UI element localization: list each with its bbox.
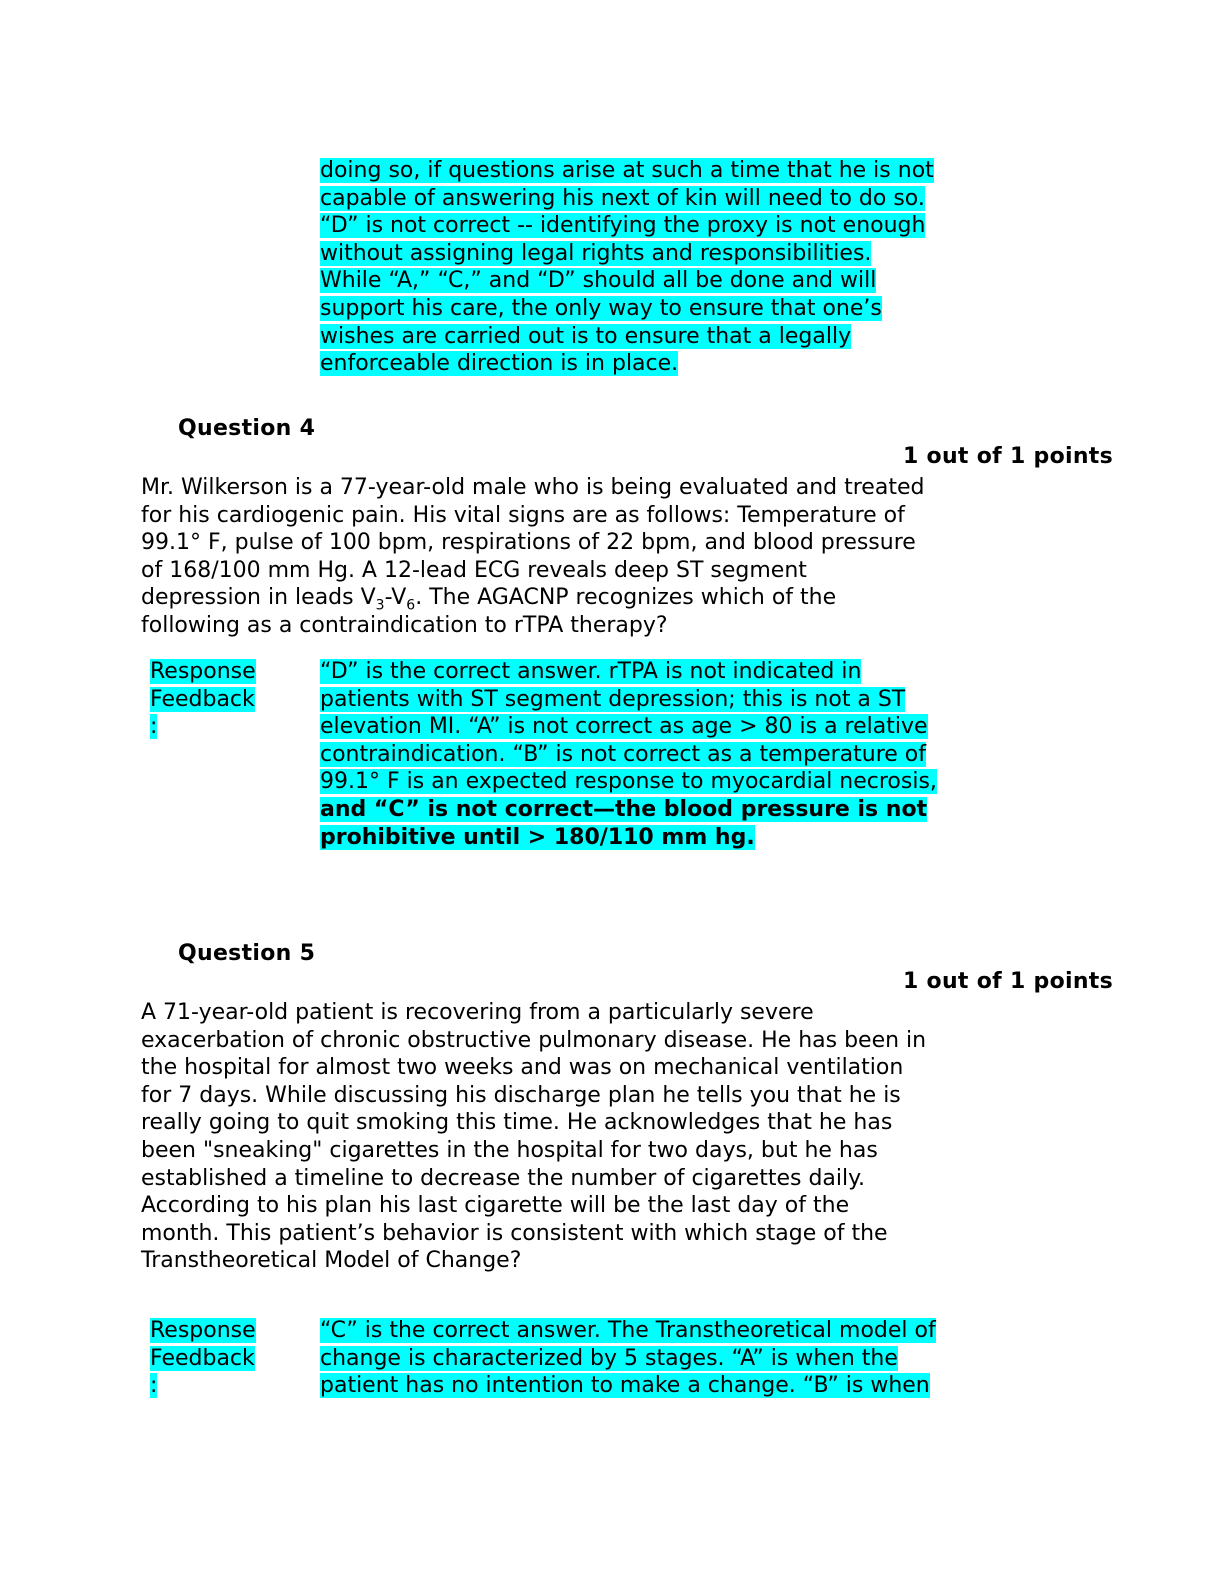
question-line: Transtheoretical Model of Change? bbox=[141, 1248, 522, 1274]
feedback-line: “D” is not correct -- identifying the proxy is not enough bbox=[320, 213, 926, 239]
feedback-line: “C” is the correct answer. The Transtheoretical model of bbox=[320, 1318, 936, 1343]
question-line: following as a contraindication to rTPA therapy? bbox=[141, 612, 668, 638]
feedback-line: patient has no intention to make a change. “B” is when bbox=[320, 1373, 930, 1399]
feedback-line: patients with ST segment depression; this is not a ST bbox=[320, 686, 906, 712]
feedback-line: elevation MI. “A” is not correct as age > 80 is a relative bbox=[320, 714, 928, 740]
question-line: exacerbation of chronic obstructive pulmonary disease. He has been in bbox=[141, 1027, 927, 1053]
question-4-text bbox=[141, 474, 1001, 640]
question-line: A 71-year-old patient is recovering from a particularly severe bbox=[141, 1000, 814, 1025]
text-segment: -V bbox=[384, 585, 407, 611]
label-line: : bbox=[150, 714, 158, 740]
feedback-line: capable of answering his next of kin will need to do so. bbox=[320, 185, 925, 211]
question-line: Mr. Wilkerson is a 77-year-old male who is being evaluated and treated bbox=[141, 475, 925, 500]
question-4-points: 1 out of 1 points bbox=[902, 444, 1113, 469]
subscript: 3 bbox=[375, 597, 385, 614]
feedback-line: “D” is the correct answer. rTPA is not indicated in bbox=[320, 659, 862, 684]
question-4-feedback-label bbox=[150, 658, 268, 741]
question-line: month. This patient’s behavior is consistent with which stage of the bbox=[141, 1220, 888, 1246]
label-line: Response bbox=[150, 659, 256, 684]
label-line: Feedback bbox=[150, 1345, 255, 1371]
question-line: really going to quit smoking this time. He acknowledges that he has bbox=[141, 1110, 893, 1136]
question-5-points: 1 out of 1 points bbox=[902, 969, 1113, 994]
q3-feedback-continuation bbox=[320, 157, 1000, 378]
label-line: Response bbox=[150, 1318, 256, 1343]
feedback-line: contraindication. “B” is not correct as a temperature of bbox=[320, 741, 926, 767]
question-4-feedback bbox=[320, 658, 1000, 851]
question-line: been "sneaking" cigarettes in the hospital for two days, but he has bbox=[141, 1137, 878, 1163]
question-line: established a timeline to decrease the number of cigarettes daily. bbox=[141, 1165, 866, 1191]
question-5-title: Question 5 bbox=[178, 941, 316, 966]
feedback-line: change is characterized by 5 stages. “A” is when the bbox=[320, 1345, 898, 1371]
question-line: 99.1° F, pulse of 100 bpm, respirations of 22 bpm, and blood pressure bbox=[141, 530, 916, 556]
feedback-line: 99.1° F is an expected response to myocardial necrosis, bbox=[320, 769, 937, 795]
question-line: the hospital for almost two weeks and was on mechanical ventilation bbox=[141, 1055, 904, 1081]
question-5-text bbox=[141, 999, 1001, 1275]
feedback-line: While “A,” “C,” and “D” should all be done and will bbox=[320, 268, 877, 294]
question-5-feedback-label bbox=[150, 1317, 268, 1400]
question-line: for his cardiogenic pain. His vital signs are as follows: Temperature of bbox=[141, 502, 905, 528]
feedback-line: prohibitive until > 180/110 mm hg. bbox=[320, 824, 755, 850]
feedback-line: support his care, the only way to ensure that one’s bbox=[320, 295, 882, 321]
subscript: 6 bbox=[406, 597, 416, 614]
question-line bbox=[141, 584, 1001, 612]
text-segment: depression in leads V bbox=[141, 585, 376, 611]
question-5-feedback bbox=[320, 1317, 1000, 1400]
feedback-line: doing so, if questions arise at such a time that he is not bbox=[320, 158, 934, 183]
feedback-line: wishes are carried out is to ensure that a legally bbox=[320, 323, 852, 349]
label-line: : bbox=[150, 1373, 158, 1399]
feedback-line: enforceable direction is in place. bbox=[320, 351, 679, 377]
question-line: for 7 days. While discussing his discharge plan he tells you that he is bbox=[141, 1082, 901, 1108]
question-4-title: Question 4 bbox=[178, 416, 316, 441]
feedback-line: without assigning legal rights and responsibilities. bbox=[320, 240, 872, 266]
text-segment: . The AGACNP recognizes which of the bbox=[415, 585, 837, 611]
feedback-line: and “C” is not correct—the blood pressure is not bbox=[320, 796, 928, 822]
question-line: According to his plan his last cigarette will be the last day of the bbox=[141, 1193, 850, 1219]
question-line: of 168/100 mm Hg. A 12-lead ECG reveals deep ST segment bbox=[141, 557, 807, 583]
label-line: Feedback bbox=[150, 686, 255, 712]
